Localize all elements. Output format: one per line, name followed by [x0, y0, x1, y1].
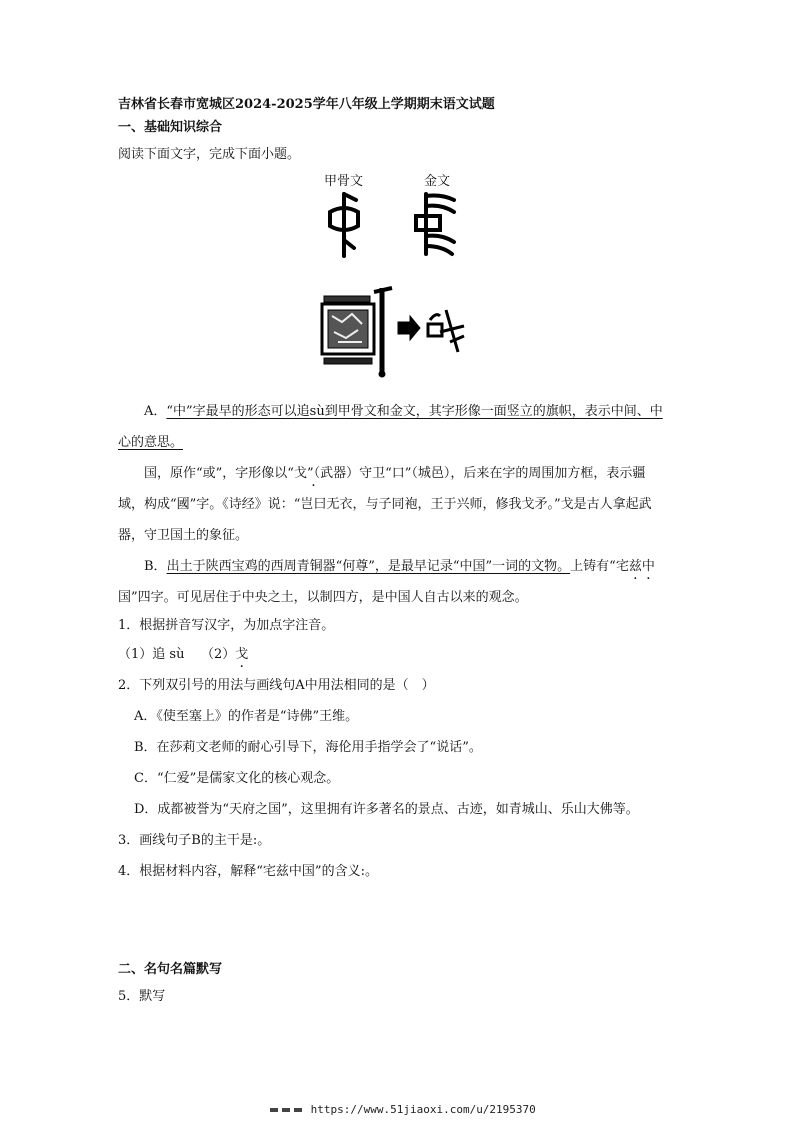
question-4: 4．根据材料内容，解释“宅兹中国”的含义:。 — [118, 864, 378, 879]
q2-option-c: C．“仁爱”是儒家文化的核心观念。 — [134, 771, 340, 786]
question-1-sub — [118, 646, 248, 664]
passage-text: 国，原作“或”，字形像以“ — [144, 466, 294, 481]
footer-link[interactable]: https://www.51jiaoxi.com/u/2195370 — [310, 1103, 536, 1116]
passage-paragraph-b — [118, 551, 668, 613]
dotted-char-zhai: 宅 — [615, 559, 629, 574]
he-zun-vessel-figure — [318, 282, 468, 378]
q2-option-a: A．《使至塞上》的作者是“诗佛”王维。 — [134, 709, 359, 724]
question-1: 1．根据拼音写汉字，为加点字注音。 — [118, 618, 335, 633]
section-heading-1: 一、基础知识综合 — [118, 120, 223, 135]
section-heading-2: 二、名句名篇默写 — [118, 962, 223, 977]
q1-sub-b-char: 戈 — [235, 647, 249, 662]
sentence-b-label: B． — [144, 559, 167, 574]
reading-passage — [118, 396, 668, 613]
footer-url — [270, 1103, 536, 1116]
passage-text: ”（武器）守卫“口”（城邑），后来在字的周围加方框，表示疆域，构成“國”字。《诗经》说：“岂曰无衣，与子同袍，王于兴师，修我戈矛。”戈是古人拿起武器，守卫国土的象征。 — [118, 466, 652, 543]
passage-text: 上铸有“ — [570, 559, 616, 574]
dotted-char-ge: 戈 — [293, 466, 307, 481]
question-5: 5．默写 — [118, 989, 166, 1004]
underlined-sentence-a: “中”字最早的形态可以追sù到甲骨文和金文，其字形像一面竖立的旗帜，表示中间、中心的意思。 — [118, 404, 663, 450]
caption-bronze: 金文 — [424, 174, 451, 189]
dotted-char-zi: 兹 — [628, 559, 642, 574]
caption-oracle-bone: 甲骨文 — [324, 174, 364, 189]
sentence-a-label: A． — [144, 404, 167, 419]
question-2: 2．下列双引号的用法与画线句A中用法相同的是（ ） — [118, 678, 435, 693]
question-3: 3．画线句子B的主干是:。 — [118, 833, 271, 848]
q1-sub-b-prefix: （2） — [200, 647, 236, 662]
reading-instruction: 阅读下面文字，完成下面小题。 — [118, 147, 301, 162]
passage-paragraph-guo — [118, 458, 668, 551]
q2-option-b: B．在莎莉文老师的耐心引导下，海伦用手指学会了“说话”。 — [134, 740, 482, 755]
passage-paragraph-a — [118, 396, 668, 458]
footer-logo-icon — [270, 1106, 304, 1114]
document-title: 吉林省长春市宽城区2024-2025学年八年级上学期期末语文试题 — [118, 97, 495, 112]
oracle-bone-zhong-glyph — [322, 190, 366, 260]
q1-sub-a: （1）追 sù — [118, 647, 185, 662]
q2-option-d: D．成都被誉为“天府之国”，这里拥有许多著名的景点、古迹，如青城山、乐山大佛等。 — [134, 802, 639, 817]
underlined-sentence-b: 出土于陕西宝鸡的西周青铜器“何尊”，是最早记录“中国”一词的文物。 — [166, 559, 571, 574]
passage-text: 中国”四字。可见居住于中央之土，以制四方，是中国人自古以来的观念。 — [118, 559, 655, 605]
bronze-zhong-glyph — [412, 190, 462, 260]
